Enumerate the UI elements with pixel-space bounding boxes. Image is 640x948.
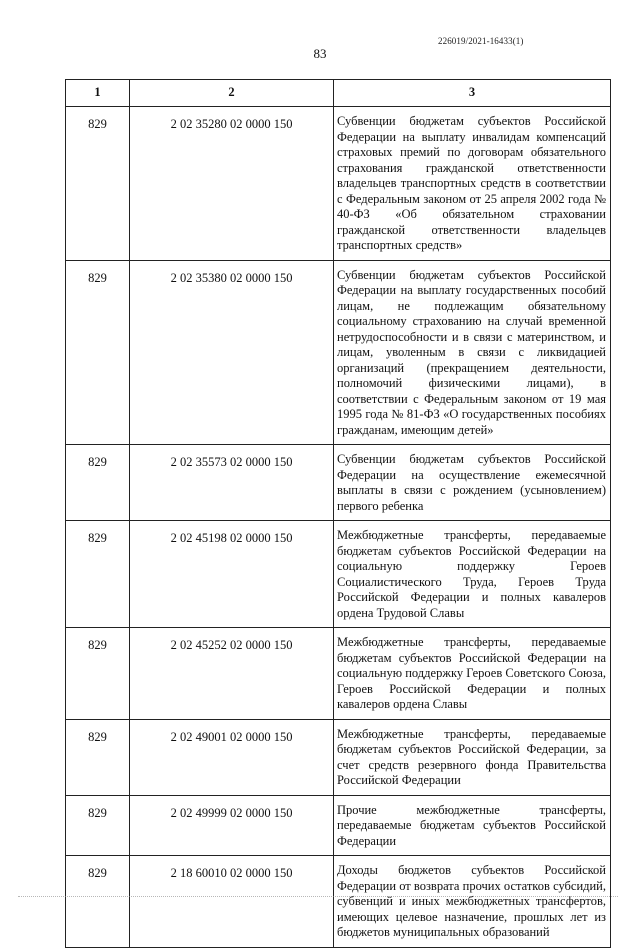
table-row: [66, 856, 611, 948]
description-cell: Субвенции бюджетам субъектов Российской Федерации на выплату государственных пособий лицам, не подлежащим обязательному социальному страхованию на случай временной нетрудоспособности и в связи с материнством, и лицам, уволенным в связи с ликвидацией организаций (прекращением деятельности, полномочий физическими лицами), в соответствии с Федеральным законом от 19 мая 1995 года № 81-ФЗ «О государственных пособиях гражданам, имеющим детей»: [334, 260, 611, 445]
table-header: [66, 80, 611, 107]
description-cell: Межбюджетные трансферты, передаваемые бюджетам субъектов Российской Федерации на социальную поддержку Героев Социалистического Труда, Героев Труда Российской Федерации и полных кавалеров ордена Трудовой Славы: [334, 521, 611, 628]
table-body: [66, 107, 611, 948]
table-row: [66, 260, 611, 445]
description-cell: Межбюджетные трансферты, передаваемые бюджетам субъектов Российской Федерации на социальную поддержку Героев Советского Союза, Героев Российской Федерации и полных кавалеров ордена Славы: [334, 628, 611, 720]
column-header-2: 2: [130, 80, 334, 107]
header-row: [66, 80, 611, 107]
budget-code-cell: 2 18 60010 02 0000 150: [130, 856, 334, 948]
description-cell: Субвенции бюджетам субъектов Российской Федерации на выплату инвалидам компенсаций страховых премий по договорам обязательного страхования гражданской ответственности владельцев транспортных средств в соответствии с Федеральным законом от 25 апреля 2002 года № 40-ФЗ «Об обязательном страховании гражданской ответственности владельцев транспортных средств»: [334, 107, 611, 261]
page-number: 83: [313, 46, 327, 61]
admin-code-cell: 829: [66, 107, 130, 261]
budget-code-cell: 2 02 49001 02 0000 150: [130, 719, 334, 795]
description-cell: Доходы бюджетов субъектов Российской Федерации от возврата прочих остатков субсидий, субвенций и иных межбюджетных трансфертов, имеющих целевое назначение, прошлых лет из бюджетов муниципальных образований: [334, 856, 611, 948]
table-row: [66, 795, 611, 856]
budget-code-cell: 2 02 49999 02 0000 150: [130, 795, 334, 856]
revenue-codes-table: [65, 79, 611, 948]
budget-code-cell: 2 02 35573 02 0000 150: [130, 445, 334, 521]
description-cell: Прочие межбюджетные трансферты, передаваемые бюджетам субъектов Российской Федерации: [334, 795, 611, 856]
scan-edge-divider: [18, 896, 618, 899]
budget-code-cell: 2 02 35380 02 0000 150: [130, 260, 334, 445]
document-id: 226019/2021-16433(1): [438, 36, 524, 46]
column-header-1: 1: [66, 80, 130, 107]
table-row: [66, 521, 611, 628]
table-row: [66, 107, 611, 261]
column-header-3: 3: [334, 80, 611, 107]
admin-code-cell: 829: [66, 719, 130, 795]
admin-code-cell: 829: [66, 795, 130, 856]
admin-code-cell: 829: [66, 628, 130, 720]
admin-code-cell: 829: [66, 260, 130, 445]
table-row: [66, 445, 611, 521]
admin-code-cell: 829: [66, 521, 130, 628]
description-cell: Межбюджетные трансферты, передаваемые бюджетам субъектов Российской Федерации, за счет средств резервного фонда Правительства Российской Федерации: [334, 719, 611, 795]
budget-code-cell: 2 02 45252 02 0000 150: [130, 628, 334, 720]
admin-code-cell: 829: [66, 856, 130, 948]
table-row: [66, 719, 611, 795]
description-cell: Субвенции бюджетам субъектов Российской Федерации на осуществление ежемесячной выплаты в связи с рождением (усыновлением) первого ребенка: [334, 445, 611, 521]
admin-code-cell: 829: [66, 445, 130, 521]
budget-code-cell: 2 02 35280 02 0000 150: [130, 107, 334, 261]
table-row: [66, 628, 611, 720]
budget-code-cell: 2 02 45198 02 0000 150: [130, 521, 334, 628]
